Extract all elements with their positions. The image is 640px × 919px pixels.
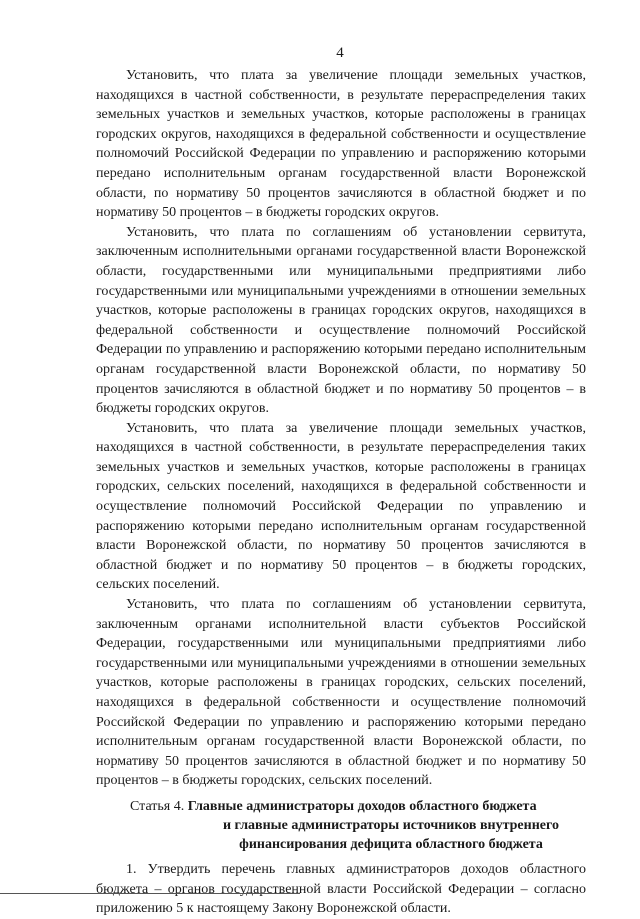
paragraph-approve-list: 1. Утвердить перечень главных администраторов доходов областного бюджета – органов государственной власти Российской Федерации – согласно приложению 5 к настоящему Закону Воронежской области. [96, 861, 586, 917]
article-heading [96, 797, 586, 854]
article-label: Статья 4. [130, 798, 185, 814]
paragraph-land-increase-settlements: Установить, что плата за увеличение площади земельных участков, находящихся в частной собственности, в результате перераспределения таких земельных участков и земельных участков, которые расположены в границах городских, сельских поселений, находящихся в федеральной собственности и осуществление полномочий Российской Федерации по управлению и распоряжению которыми передано исполнительным органам государственной власти Воронежской области, по нормативу 50 процентов зачисляются в областной бюджет и по нормативу 50 процентов – в бюджеты городских, сельских поселений. [96, 420, 586, 593]
paragraph-servitude-city: Установить, что плата по соглашениям об установлении сервитута, заключенным исполнительными органами государственной власти Воронежской области, государственными или муниципальными предприятиями либо государственными или муниципальными учреждениями в отношении земельных участков, которые расположены в границах городских округов, находящихся в федеральной собственности и осуществление полномочий Российской Федерации по управлению и распоряжению которыми передано исполнительным органам государственной власти Воронежской области, по нормативу 50 процентов зачисляются в областной бюджет и по нормативу 50 процентов – в бюджеты городских округов. [96, 224, 586, 417]
footer-rule [0, 893, 300, 894]
paragraph-land-increase-city: Установить, что плата за увеличение площади земельных участков, находящихся в частной собственности, в результате перераспределения таких земельных участков и земельных участков, которые расположены в границах городских округов, находящихся в федеральной собственности и осуществление полномочий Российской Федерации по управлению и распоряжению которыми передано исполнительным органам государственной власти Воронежской области, по нормативу 50 процентов зачисляются в областной бюджет и по нормативу 50 процентов – в бюджеты городских округов. [96, 68, 586, 221]
document-body [96, 66, 586, 919]
page-number: 4 [336, 45, 344, 61]
article-title-line-2: и главные администраторы источников внутреннего [222, 817, 559, 833]
article-title-line-1: Главные администраторы доходов областного бюджета [187, 798, 537, 814]
article-title-line-3: финансирования дефицита областного бюджета [239, 836, 543, 852]
paragraph-servitude-settlements: Установить, что плата по соглашениям об установлении сервитута, заключенным органами исполнительной власти субъектов Российской Федерации, государственными или муниципальными предприятиями либо государственными или муниципальными учреждениями в отношении земельных участков, которые расположены в границах городских, сельских поселений, находящихся в федеральной собственности и осуществление полномочий Российской Федерации по управлению и распоряжению которыми передано исполнительным органам государственной власти Воронежской области, по нормативу 50 процентов зачисляются в областной бюджет и по нормативу 50 процентов – в бюджеты городских, сельских поселений. [96, 597, 586, 789]
